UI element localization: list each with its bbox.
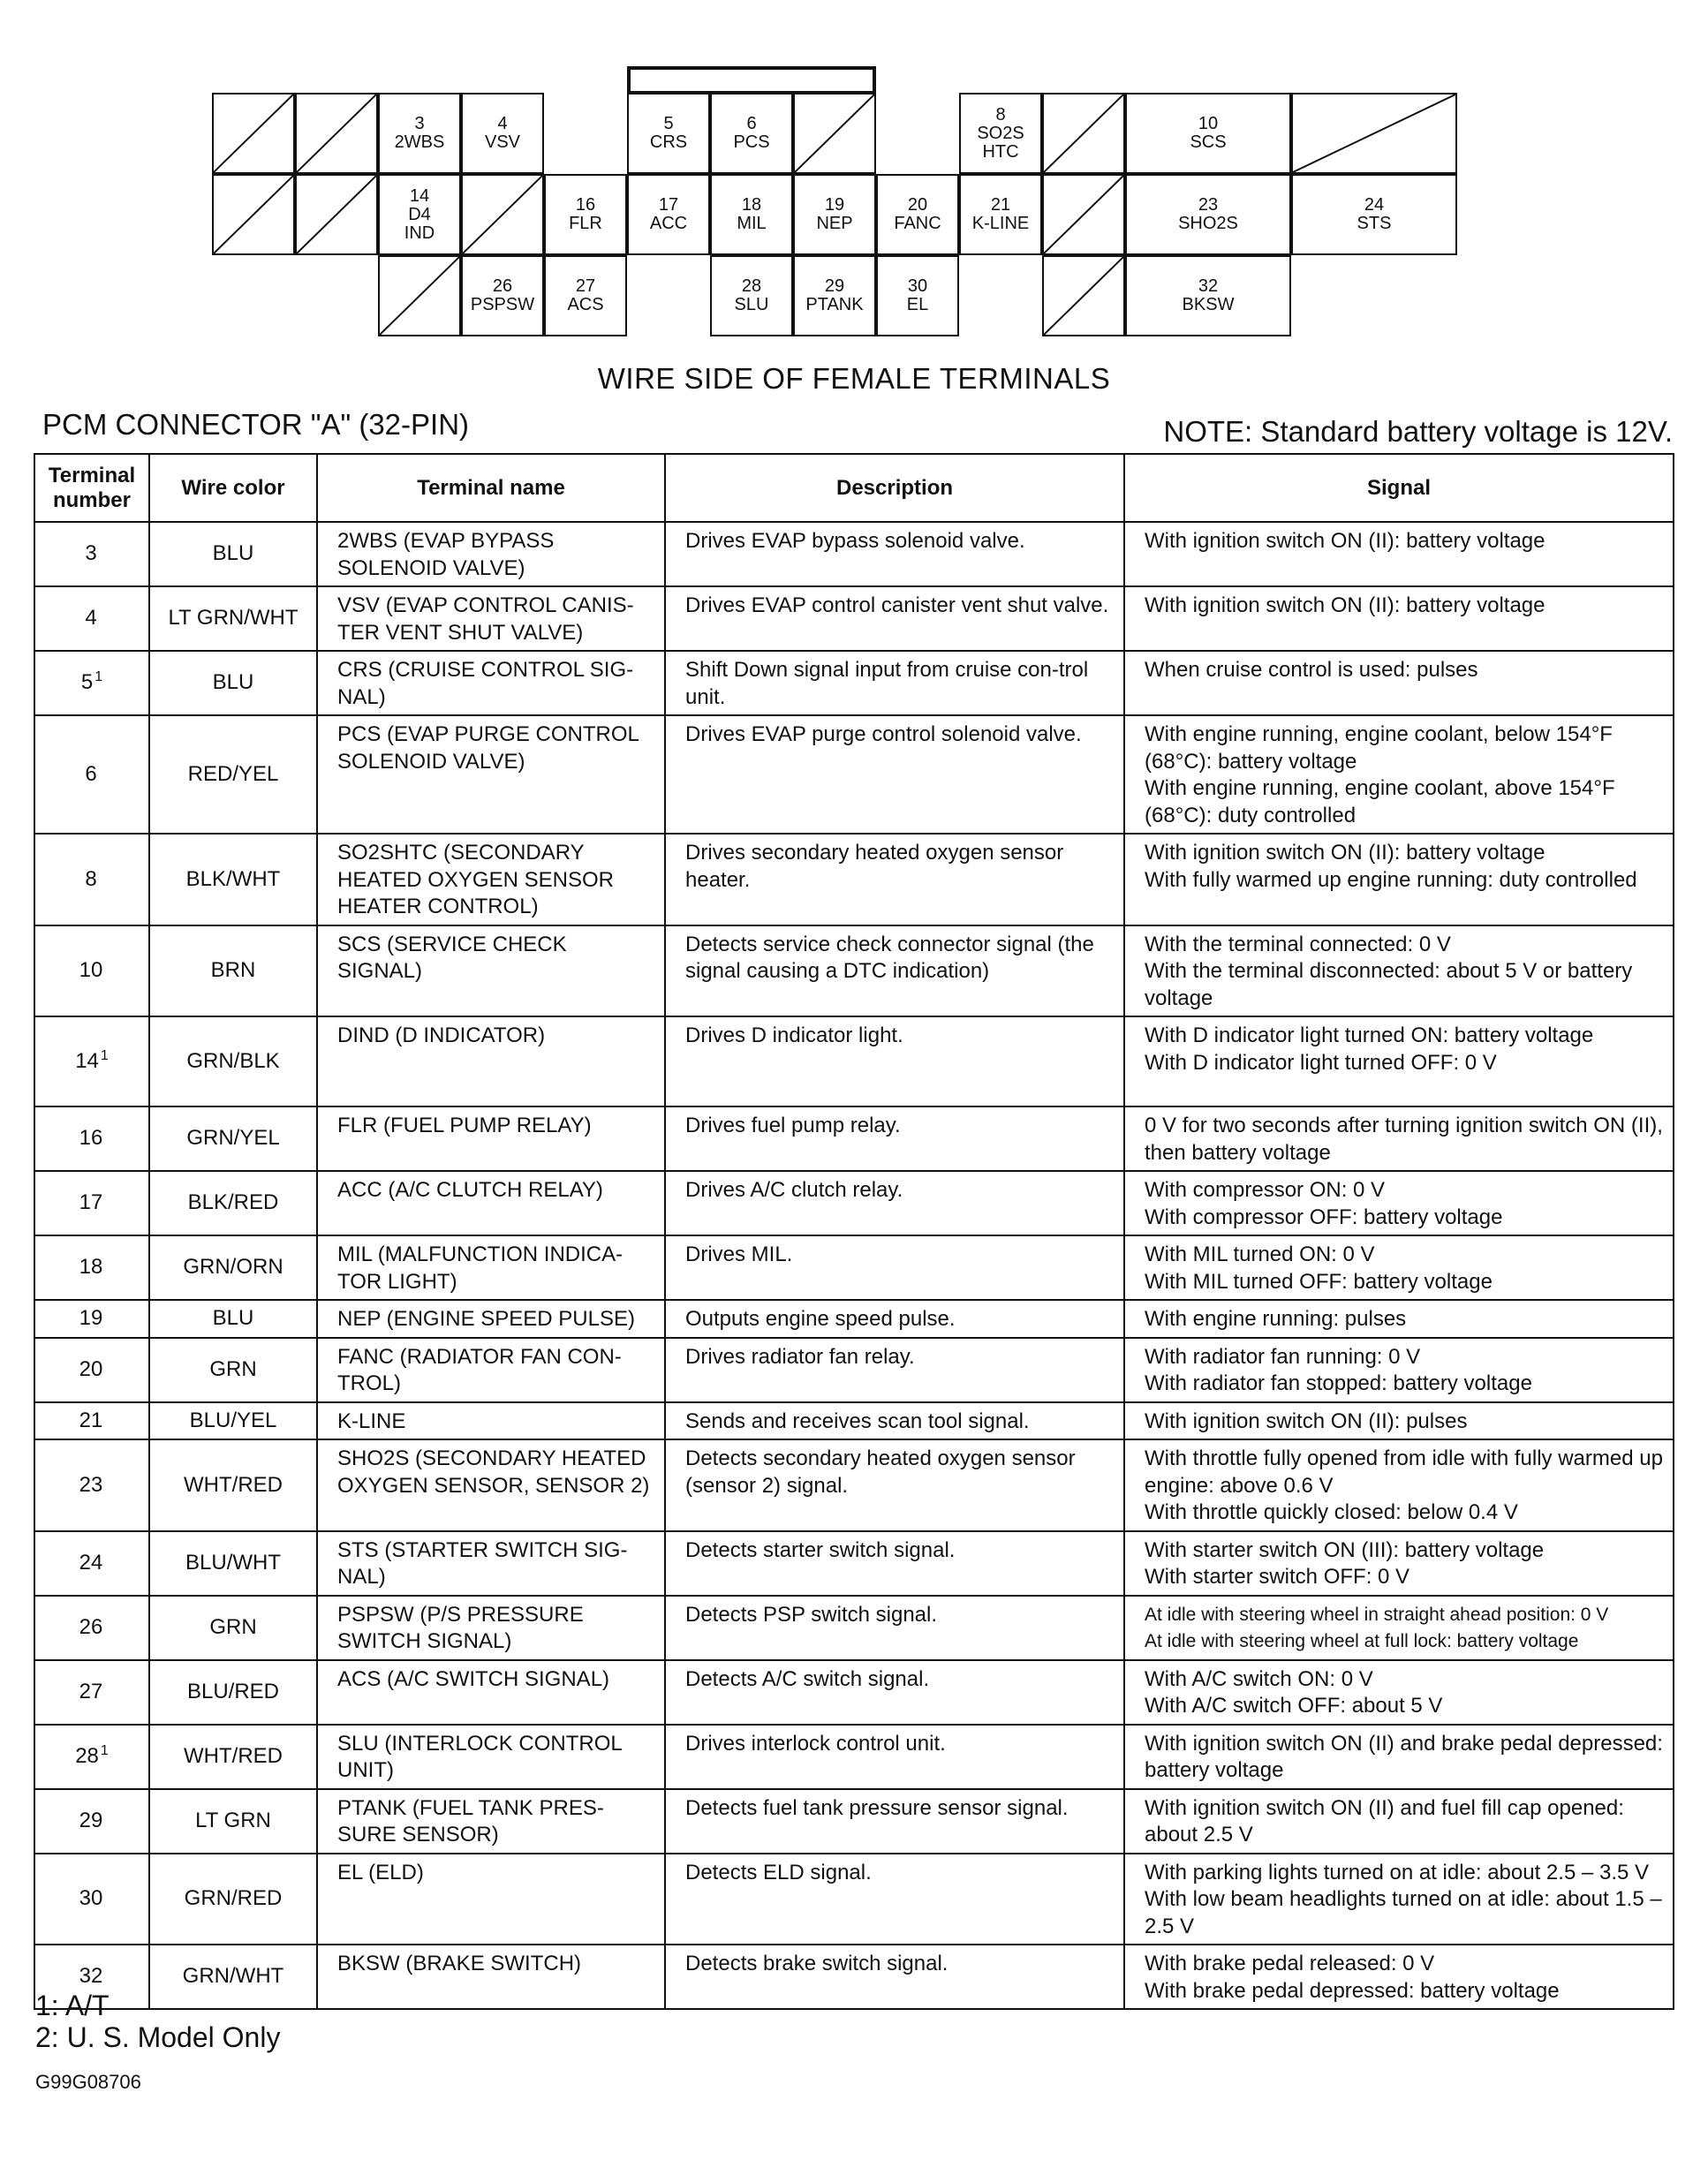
blank-cavity (378, 255, 461, 336)
cell-terminal-number (34, 715, 149, 834)
terminal-number: 14 (75, 1048, 99, 1073)
terminal-cavity (1125, 255, 1291, 336)
cavity-number: 20 (907, 195, 928, 215)
table-row (34, 1439, 1674, 1531)
cell-terminal-name: SCS (SERVICE CHECK SIGNAL) (317, 925, 665, 1017)
cell-signal: With ignition switch ON (II): pulses (1124, 1402, 1674, 1440)
cell-description: Drives EVAP purge control solenoid valve. (665, 715, 1124, 834)
terminal-cavity (627, 93, 710, 174)
cell-terminal-number (34, 1531, 149, 1596)
cavity-number: 30 (907, 276, 928, 296)
cell-signal: With MIL turned ON: 0 V With MIL turned OFF: battery voltage (1124, 1235, 1674, 1300)
cell-terminal-number (34, 1402, 149, 1440)
cell-description: Detects A/C switch signal. (665, 1660, 1124, 1725)
cavity-label: SHO2S (1178, 214, 1238, 233)
cell-terminal-name: CRS (CRUISE CONTROL SIG-NAL) (317, 651, 665, 715)
footnotes (35, 1990, 280, 2053)
cavity-label: PTANK (805, 295, 864, 314)
cell-description: Detects ELD signal. (665, 1854, 1124, 1945)
cavity-number: 21 (990, 195, 1011, 215)
terminal-cavity (710, 93, 793, 174)
cavity-label: SLU (734, 295, 769, 314)
cell-wire-color: GRN/BLK (149, 1016, 317, 1106)
terminal-number: 24 (79, 1550, 103, 1575)
cavity-label: NEP (816, 214, 853, 233)
cavity-number: 27 (575, 276, 596, 296)
cell-terminal-number (34, 834, 149, 925)
figure-id: G99G08706 (35, 2071, 141, 2093)
cell-wire-color: BRN (149, 925, 317, 1017)
cavity-label: 2WBS (394, 132, 445, 152)
blank-cavity (295, 93, 378, 174)
cavity-label: D4 (408, 204, 431, 224)
cell-wire-color: BLU/RED (149, 1660, 317, 1725)
cell-terminal-name: SHO2S (SECONDARY HEATED OXYGEN SENSOR, SENSOR 2) (317, 1439, 665, 1531)
terminal-number: 10 (79, 958, 103, 982)
terminal-number: 23 (79, 1472, 103, 1497)
cavity-label: EL (906, 295, 929, 314)
cell-description: Detects PSP switch signal. (665, 1596, 1124, 1660)
table-row (34, 1016, 1674, 1106)
cavity-number: 4 (497, 114, 508, 133)
blank-cavity (295, 174, 378, 255)
terminal-cavity (461, 93, 544, 174)
blank-cavity (212, 174, 295, 255)
table-row (34, 586, 1674, 651)
cell-wire-color: GRN (149, 1338, 317, 1402)
cell-terminal-number (34, 1106, 149, 1171)
terminal-number: 5 (80, 670, 94, 695)
cavity-label: IND (404, 223, 435, 243)
cell-wire-color: BLU/WHT (149, 1531, 317, 1596)
cavity-label: ACC (649, 214, 688, 233)
cell-wire-color: GRN (149, 1596, 317, 1660)
terminal-number: 27 (79, 1679, 103, 1703)
cell-wire-color: GRN/RED (149, 1854, 317, 1945)
terminal-cavity (959, 174, 1042, 255)
cell-terminal-number (34, 1854, 149, 1945)
blank-cavity (212, 93, 295, 174)
cavity-number: 19 (824, 195, 845, 215)
table-row (34, 1106, 1674, 1171)
cell-description: Drives secondary heated oxygen sensor heater. (665, 834, 1124, 925)
terminal-number: 18 (79, 1255, 103, 1280)
cell-terminal-number (34, 586, 149, 651)
cell-wire-color: BLU (149, 1300, 317, 1338)
cell-terminal-number (34, 522, 149, 586)
cell-terminal-name: MIL (MALFUNCTION INDICA-TOR LIGHT) (317, 1235, 665, 1300)
terminal-cavity (378, 93, 461, 174)
terminal-number: 8 (85, 866, 97, 891)
terminal-number: 6 (85, 761, 97, 786)
cavity-number: 26 (492, 276, 513, 296)
cell-wire-color: GRN/ORN (149, 1235, 317, 1300)
cavity-number: 5 (663, 114, 674, 133)
terminal-number: 29 (79, 1808, 103, 1832)
terminal-number: 4 (85, 606, 97, 631)
cell-description: Drives fuel pump relay. (665, 1106, 1124, 1171)
cell-signal: 0 V for two seconds after turning ignition switch ON (II), then battery voltage (1124, 1106, 1674, 1171)
terminal-number: 26 (79, 1614, 103, 1639)
cell-wire-color: RED/YEL (149, 715, 317, 834)
cell-terminal-number (34, 1338, 149, 1402)
cell-signal: With A/C switch ON: 0 V With A/C switch OFF: about 5 V (1124, 1660, 1674, 1725)
cell-signal: When cruise control is used: pulses (1124, 651, 1674, 715)
cavity-label: STS (1357, 214, 1392, 233)
cell-description: Detects fuel tank pressure sensor signal. (665, 1789, 1124, 1854)
connector-lock-tab (627, 66, 876, 94)
cell-terminal-number (34, 1171, 149, 1235)
battery-voltage-note: NOTE: Standard battery voltage is 12V. (1163, 415, 1673, 448)
cell-terminal-name: STS (STARTER SWITCH SIG-NAL) (317, 1531, 665, 1596)
blank-cavity (1042, 255, 1125, 336)
cell-wire-color: BLK/RED (149, 1171, 317, 1235)
cavity-number: 6 (746, 114, 757, 133)
cell-terminal-name: FLR (FUEL PUMP RELAY) (317, 1106, 665, 1171)
cavity-label: PCS (733, 132, 770, 152)
cell-signal: With engine running, engine coolant, below 154°F (68°C): battery voltage With engine running, engine coolant, above 154°F (68°C): duty controlled (1124, 715, 1674, 834)
cell-signal: With brake pedal released: 0 V With brake pedal depressed: battery voltage (1124, 1945, 1674, 2009)
cavity-label: FLR (569, 214, 602, 233)
footnote-1: 1: A/T (35, 1990, 110, 2021)
cell-wire-color: BLU/YEL (149, 1402, 317, 1440)
table-row (34, 1171, 1674, 1235)
cell-description: Drives A/C clutch relay. (665, 1171, 1124, 1235)
cell-signal: With ignition switch ON (II) and brake pedal depressed: battery voltage (1124, 1725, 1674, 1789)
table-row (34, 925, 1674, 1017)
cell-signal: With D indicator light turned ON: battery voltage With D indicator light turned OFF: 0 V (1124, 1016, 1674, 1106)
terminal-cavity (793, 255, 876, 336)
terminal-cavity (876, 174, 959, 255)
cavity-label: FANC (894, 214, 941, 233)
cell-description: Outputs engine speed pulse. (665, 1300, 1124, 1338)
terminal-table-body (34, 522, 1674, 2009)
cavity-number: 18 (741, 195, 762, 215)
cell-description: Drives interlock control unit. (665, 1725, 1124, 1789)
cell-description: Shift Down signal input from cruise con-trol unit. (665, 651, 1124, 715)
col-header-signal: Signal (1124, 454, 1674, 522)
cell-terminal-name: NEP (ENGINE SPEED PULSE) (317, 1300, 665, 1338)
terminal-cavity (710, 255, 793, 336)
cell-description: Drives MIL. (665, 1235, 1124, 1300)
cell-wire-color: BLK/WHT (149, 834, 317, 925)
cavity-label: CRS (649, 132, 688, 152)
cell-description: Detects service check connector signal (the signal causing a DTC indication) (665, 925, 1124, 1017)
table-row (34, 1235, 1674, 1300)
cell-terminal-name: ACS (A/C SWITCH SIGNAL) (317, 1660, 665, 1725)
terminal-number: 20 (79, 1356, 103, 1381)
footnote-marker: 1 (100, 1047, 109, 1063)
blank-cavity (1042, 174, 1125, 255)
cell-terminal-number (34, 1300, 149, 1338)
terminal-cavity (378, 174, 461, 255)
cavity-label: SCS (1190, 132, 1227, 152)
cavity-number: 8 (995, 104, 1006, 125)
terminal-cavity (959, 93, 1042, 174)
connector-title: PCM CONNECTOR "A" (32-PIN) (42, 408, 470, 441)
cavity-number: 24 (1364, 195, 1385, 215)
cell-signal: With ignition switch ON (II) and fuel fill cap opened: about 2.5 V (1124, 1789, 1674, 1854)
terminal-number: 21 (79, 1408, 103, 1432)
cell-signal: With engine running: pulses (1124, 1300, 1674, 1338)
cavity-label: BKSW (1182, 295, 1235, 314)
footnote-marker: 1 (94, 669, 103, 685)
cell-terminal-name: PSPSW (P/S PRESSURE SWITCH SIGNAL) (317, 1596, 665, 1660)
cell-terminal-name: K-LINE (317, 1402, 665, 1440)
blank-cavity (793, 93, 876, 174)
col-header-terminal-name: Terminal name (317, 454, 665, 522)
cell-description: Detects starter switch signal. (665, 1531, 1124, 1596)
cell-description: Detects secondary heated oxygen sensor (sensor 2) signal. (665, 1439, 1124, 1531)
terminal-number: 32 (79, 1964, 103, 1989)
table-row (34, 715, 1674, 834)
cell-terminal-name: SO2SHTC (SECONDARY HEATED OXYGEN SENSOR HEATER CONTROL) (317, 834, 665, 925)
terminal-number: 17 (79, 1190, 103, 1215)
cell-terminal-name: BKSW (BRAKE SWITCH) (317, 1945, 665, 2009)
cell-terminal-name: PCS (EVAP PURGE CONTROL SOLENOID VALVE) (317, 715, 665, 834)
cell-description: Drives D indicator light. (665, 1016, 1124, 1106)
blank-cavity (1291, 93, 1457, 174)
col-header-wire-color: Wire color (149, 454, 317, 522)
cavity-label: ACS (567, 295, 604, 314)
table-row (34, 1596, 1674, 1660)
blank-cavity (461, 174, 544, 255)
cavity-number: 28 (741, 276, 762, 296)
cavity-label: K-LINE (971, 214, 1030, 233)
terminal-cavity (1125, 174, 1291, 255)
cavity-label: HTC (982, 141, 1019, 162)
terminal-cavity (544, 174, 627, 255)
col-header-description: Description (665, 454, 1124, 522)
cavity-number: 10 (1198, 114, 1219, 133)
cavity-number: 29 (824, 276, 845, 296)
cavity-label: SO2S (977, 123, 1024, 143)
cell-description: Drives EVAP bypass solenoid valve. (665, 522, 1124, 586)
cell-wire-color: LT GRN (149, 1789, 317, 1854)
cell-terminal-number (34, 651, 149, 715)
terminal-cavity (1291, 174, 1457, 255)
cell-wire-color: WHT/RED (149, 1725, 317, 1789)
cell-description: Detects brake switch signal. (665, 1945, 1124, 2009)
cell-signal: With throttle fully opened from idle with fully warmed up engine: above 0.6 V With throttle quickly closed: below 0.4 V (1124, 1439, 1674, 1531)
table-row (34, 1402, 1674, 1440)
terminal-cavity (544, 255, 627, 336)
terminal-cavity (627, 174, 710, 255)
terminal-number: 28 (75, 1743, 99, 1768)
cavity-number: 3 (414, 114, 425, 133)
col-header-terminal-number: Terminal number (34, 454, 149, 522)
table-row (34, 834, 1674, 925)
cell-signal: With ignition switch ON (II): battery voltage (1124, 522, 1674, 586)
cell-signal: With radiator fan running: 0 V With radiator fan stopped: battery voltage (1124, 1338, 1674, 1402)
cell-signal: With compressor ON: 0 V With compressor OFF: battery voltage (1124, 1171, 1674, 1235)
cavity-label: PSPSW (470, 295, 535, 314)
cell-terminal-number (34, 1660, 149, 1725)
cell-signal: With starter switch ON (III): battery voltage With starter switch OFF: 0 V (1124, 1531, 1674, 1596)
terminal-number: 16 (79, 1126, 103, 1151)
cavity-label: VSV (484, 132, 521, 152)
cavity-number: 17 (658, 195, 679, 215)
cavity-number: 16 (575, 195, 596, 215)
cell-terminal-name: ACC (A/C CLUTCH RELAY) (317, 1171, 665, 1235)
cell-terminal-number (34, 1016, 149, 1106)
cell-wire-color: WHT/RED (149, 1439, 317, 1531)
cell-wire-color: GRN/YEL (149, 1106, 317, 1171)
table-row (34, 1338, 1674, 1402)
cell-terminal-number (34, 1596, 149, 1660)
cell-terminal-name: 2WBS (EVAP BYPASS SOLENOID VALVE) (317, 522, 665, 586)
cell-terminal-name: EL (ELD) (317, 1854, 665, 1945)
cell-terminal-number (34, 925, 149, 1017)
footnote-marker: 1 (100, 1742, 109, 1758)
cell-terminal-number (34, 1439, 149, 1531)
cell-terminal-number (34, 1725, 149, 1789)
cell-description: Drives EVAP control canister vent shut valve. (665, 586, 1124, 651)
diagram-caption: WIRE SIDE OF FEMALE TERMINALS (597, 362, 1111, 395)
blank-cavity (1042, 93, 1125, 174)
terminal-cavity (793, 174, 876, 255)
cell-signal: With parking lights turned on at idle: about 2.5 – 3.5 V With low beam headlights turned on at idle: about 1.5 – 2.5 V (1124, 1854, 1674, 1945)
terminal-number: 19 (79, 1306, 103, 1330)
table-header-row (34, 454, 1674, 522)
terminal-table (34, 453, 1674, 2010)
cell-terminal-name: DIND (D INDICATOR) (317, 1016, 665, 1106)
terminal-number: 30 (79, 1886, 103, 1910)
terminal-cavity (1125, 93, 1291, 174)
cell-description: Sends and receives scan tool signal. (665, 1402, 1124, 1440)
cell-wire-color: GRN/WHT (149, 1945, 317, 2009)
terminal-cavity (710, 174, 793, 255)
cell-signal: With ignition switch ON (II): battery voltage With fully warmed up engine running: duty controlled (1124, 834, 1674, 925)
cell-wire-color: LT GRN/WHT (149, 586, 317, 651)
terminal-cavity (876, 255, 959, 336)
cell-signal: With the terminal connected: 0 V With the terminal disconnected: about 5 V or battery voltage (1124, 925, 1674, 1017)
table-row (34, 1854, 1674, 1945)
table-row (34, 1300, 1674, 1338)
table-row (34, 651, 1674, 715)
table-row (34, 1789, 1674, 1854)
cell-wire-color: BLU (149, 522, 317, 586)
footnote-2: 2: U. S. Model Only (35, 2021, 281, 2053)
cell-terminal-number (34, 1235, 149, 1300)
cell-terminal-name: SLU (INTERLOCK CONTROL UNIT) (317, 1725, 665, 1789)
table-row (34, 1531, 1674, 1596)
table-row (34, 522, 1674, 586)
cavity-number: 23 (1198, 195, 1219, 215)
cell-terminal-name: PTANK (FUEL TANK PRES-SURE SENSOR) (317, 1789, 665, 1854)
cell-terminal-number (34, 1789, 149, 1854)
cavity-label: MIL (737, 214, 767, 233)
table-row (34, 1660, 1674, 1725)
terminal-cavity (461, 255, 544, 336)
cavity-number: 32 (1198, 276, 1219, 296)
cell-signal: With ignition switch ON (II): battery voltage (1124, 586, 1674, 651)
cavity-number: 14 (409, 185, 430, 206)
cell-terminal-name: VSV (EVAP CONTROL CANIS-TER VENT SHUT VALVE) (317, 586, 665, 651)
cell-description: Drives radiator fan relay. (665, 1338, 1124, 1402)
terminal-number: 3 (85, 541, 97, 566)
cell-wire-color: BLU (149, 651, 317, 715)
cell-terminal-name: FANC (RADIATOR FAN CON-TROL) (317, 1338, 665, 1402)
table-row (34, 1725, 1674, 1789)
cell-signal: At idle with steering wheel in straight ahead position: 0 V At idle with steering wheel at full lock: battery voltage (1124, 1596, 1674, 1660)
